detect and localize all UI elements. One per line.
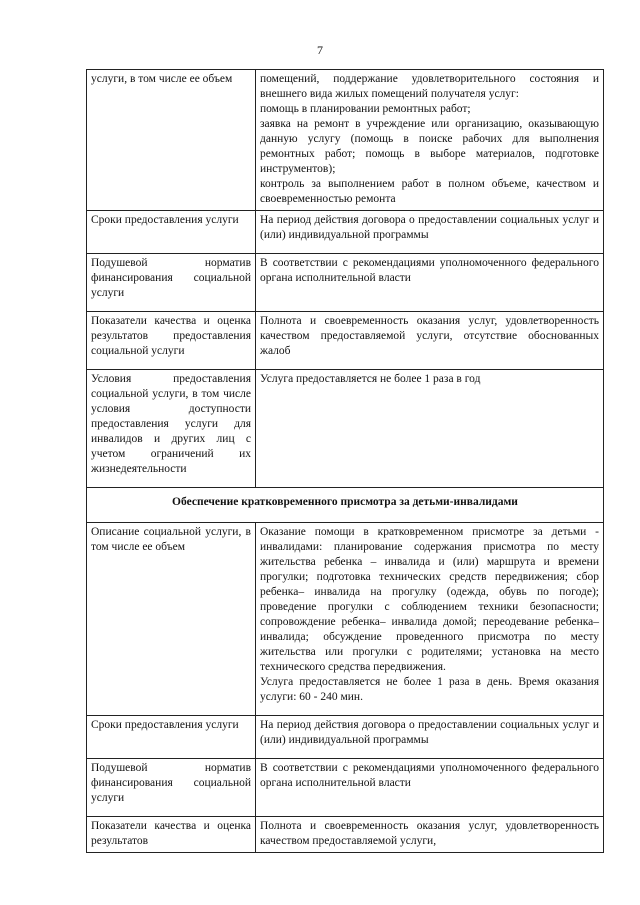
row-label: Подушевой норматив финансирования социальной услуги xyxy=(87,254,256,312)
table-row xyxy=(87,211,604,254)
row-value: На период действия договора о предоставлении социальных услуг и (или) индивидуальной программы xyxy=(256,211,604,254)
row-value: В соответствии с рекомендациями уполномоченного федерального органа исполнительной власти xyxy=(256,759,604,817)
row-value: Полнота и своевременность оказания услуг, удовлетворенность качеством предоставляемой услуги, xyxy=(256,817,604,853)
row-value: Полнота и своевременность оказания услуг, удовлетворенность качеством предоставляемой услуги, отсутствие обоснованных жалоб xyxy=(256,312,604,370)
row-label: Показатели качества и оценка результатов предоставления социальной услуги xyxy=(87,312,256,370)
row-value: В соответствии с рекомендациями уполномоченного федерального органа исполнительной власти xyxy=(256,254,604,312)
value-line: Оказание помощи в кратковременном присмотре за детьми - инвалидами: планирование содержания присмотра по месту жительства ребенка – инвалида и (или) маршрута и времени прогулки; подготовка технических средств передвижения; сбор ребенка– инвалида на прогулку (одежда, обувь по погоде); проведение прогулки с соблюдением техники безопасности; сопровождение ребенка– инвалида домой; переодевание ребенка– инвалида; обсуждение проведенного присмотра по месту жительства или прогулки с родителями; установка на место технического средства передвижения. xyxy=(260,526,599,673)
value-line: помощь в планировании ремонтных работ; xyxy=(260,103,471,115)
table-row xyxy=(87,759,604,817)
table-row xyxy=(87,70,604,211)
table-row xyxy=(87,817,604,853)
row-label: Описание социальной услуги, в том числе ее объем xyxy=(87,523,256,716)
services-table xyxy=(86,69,604,853)
row-label: Подушевой норматив финансирования социальной услуги xyxy=(87,759,256,817)
row-label: Условия предоставления социальной услуги, в том числе условия доступности предоставления услуги для инвалидов и других лиц с учетом ограничений их жизнедеятельности xyxy=(87,370,256,488)
value-line: Услуга предоставляется не более 1 раза в день. Время оказания услуги: 60 - 240 мин. xyxy=(260,676,599,703)
section-row xyxy=(87,488,604,523)
row-label: Сроки предоставления услуги xyxy=(87,716,256,759)
value-line: заявка на ремонт в учреждение или организацию, оказывающую данную услугу (помощь в поиске рабочих для выполнения ремонтных работ; помощь в выборе материалов, подготовке инструментов); xyxy=(260,118,599,175)
table-row xyxy=(87,312,604,370)
row-label: услуги, в том числе ее объем xyxy=(87,70,256,211)
row-value: Услуга предоставляется не более 1 раза в год xyxy=(256,370,604,488)
section-title: Обеспечение кратковременного присмотра за детьми-инвалидами xyxy=(87,488,604,523)
value-line: контроль за выполнением работ в полном объеме, качеством и своевременностью ремонта xyxy=(260,178,599,205)
value-line: помещений, поддержание удовлетворительного состояния и внешнего вида жилых помещений получателя услуг: xyxy=(260,73,599,100)
row-value xyxy=(256,70,604,211)
table-row xyxy=(87,523,604,716)
table-row xyxy=(87,370,604,488)
row-label: Сроки предоставления услуги xyxy=(87,211,256,254)
row-label: Показатели качества и оценка результатов xyxy=(87,817,256,853)
page-number: 7 xyxy=(317,43,323,57)
table-row xyxy=(87,716,604,759)
table-row xyxy=(87,254,604,312)
row-value xyxy=(256,523,604,716)
row-value: На период действия договора о предоставлении социальных услуг и (или) индивидуальной программы xyxy=(256,716,604,759)
